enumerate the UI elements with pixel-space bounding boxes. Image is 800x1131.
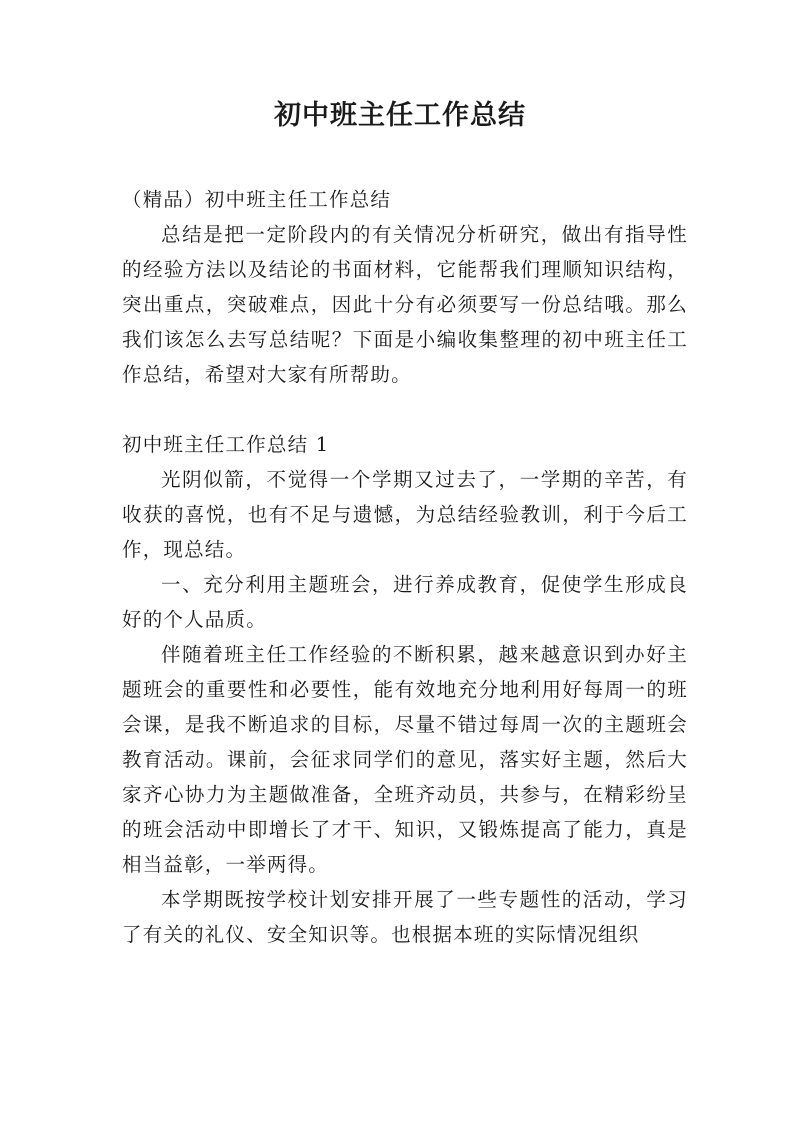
- body-paragraph: 本学期既按学校计划安排开展了一些专题性的活动，学习了有关的礼仪、安全知识等。也根据本班的实际情况组织: [122, 888, 688, 946]
- body-paragraph: 光阴似箭，不觉得一个学期又过去了，一学期的辛苦，有收获的喜悦，也有不足与遗憾，为总结经验教训，利于今后工作，现总结。: [122, 468, 688, 561]
- body-paragraph: 伴随着班主任工作经验的不断积累，越来越意识到办好主题班会的重要性和必要性，能有效地充分地利用好每周一的班会课，是我不断追求的目标，尽量不错过每周一次的主题班会教育活动。课前，会征求同学们的意见，落实好主题，然后大家齐心协力为主题做准备，全班齐动员，共参与，在精彩纷呈的班会活动中即增长了才干、知识，又锻炼提高了能力，真是相当益彰，一举两得。: [122, 643, 688, 876]
- document-title: 初中班主任工作总结: [274, 100, 526, 131]
- intro-paragraph: 总结是把一定阶段内的有关情况分析研究，做出有指导性的经验方法以及结论的书面材料，它能帮我们理顺知识结构，突出重点，突破难点，因此十分有必须要写一份总结哦。那么我们该怎么去写总结呢？下面是小编收集整理的初中班主任工作总结，希望对大家有所帮助。: [122, 223, 688, 386]
- point-heading: 一、充分利用主题班会，进行养成教育，促使学生形成良好的个人品质。: [122, 573, 688, 631]
- document-body: [122, 182, 688, 952]
- section-heading: 初中班主任工作总结 1: [122, 433, 330, 456]
- subtitle-paragraph: （精品）初中班主任工作总结: [122, 188, 392, 211]
